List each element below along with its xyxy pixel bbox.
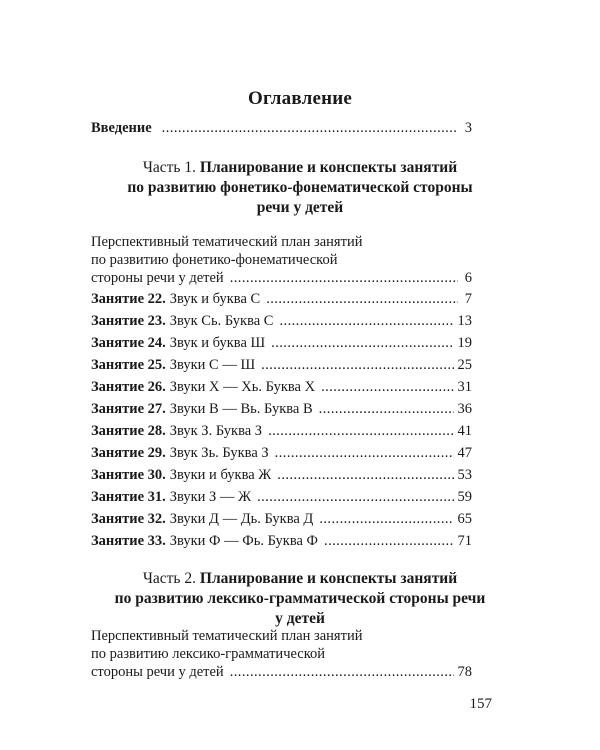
toc-entry-lesson[interactable] — [91, 400, 472, 418]
lesson-label: Занятие 33. — [91, 533, 166, 549]
toc-entry-intro[interactable] — [91, 119, 472, 137]
part-label: Часть 1. — [142, 159, 197, 176]
part1-heading — [100, 158, 500, 218]
leader-dots — [268, 422, 453, 440]
part-heading-line: у детей — [275, 610, 325, 627]
entry-page: 3 — [464, 120, 472, 136]
entry-text-line: стороны речи у детей — [91, 664, 224, 680]
entry-page: 65 — [457, 511, 472, 527]
part2-heading — [100, 569, 500, 629]
leader-dots — [324, 532, 453, 550]
toc-entry-part1-plan[interactable] — [91, 233, 472, 269]
lesson-label: Занятие 29. — [91, 445, 166, 461]
lesson-title: Звуки Ф — Фь. Буква Ф — [169, 533, 319, 549]
entry-page: 71 — [457, 533, 472, 549]
page-title: Оглавление — [247, 88, 353, 109]
lesson-label: Занятие 30. — [91, 467, 166, 483]
lesson-label: Занятие 26. — [91, 379, 166, 395]
entry-page: 78 — [457, 664, 472, 680]
leader-dots — [319, 510, 453, 528]
toc-entry-lesson[interactable] — [91, 290, 472, 308]
part-heading-line: по развитию фонетико-фонематической стороны — [127, 179, 473, 196]
lesson-title: Звук Сь. Буква С — [169, 313, 274, 329]
lesson-title: Звуки Х — Хь. Буква Х — [169, 379, 316, 395]
lesson-title: Звук и буква Ш — [169, 335, 266, 351]
entry-text-line: по развитию фонетико-фонематической — [91, 252, 338, 268]
entry-text-line: по развитию лексико-грамматической — [91, 646, 326, 662]
entry-page: 36 — [457, 401, 472, 417]
toc-entry-lesson[interactable] — [91, 466, 472, 484]
entry-text-line: Перспективный тематический план занятий — [91, 234, 363, 250]
entry-page: 53 — [457, 467, 472, 483]
part-heading-line: Планирование и конспекты занятий — [199, 570, 458, 587]
leader-dots — [266, 290, 458, 308]
leader-dots — [230, 269, 458, 287]
toc-entry-lesson[interactable] — [91, 488, 472, 506]
toc-entry-lesson[interactable] — [91, 356, 472, 374]
entry-page: 59 — [457, 489, 472, 505]
lesson-title: Звуки З — Ж — [169, 489, 252, 505]
part-heading-line: Планирование и конспекты занятий — [199, 159, 458, 176]
lesson-label: Занятие 31. — [91, 489, 166, 505]
entry-label: Введение — [91, 120, 152, 136]
leader-dots — [257, 488, 453, 506]
entry-page: 6 — [464, 270, 472, 286]
toc-entry-lesson[interactable] — [91, 532, 472, 550]
leader-dots — [271, 334, 453, 352]
part-heading-line: по развитию лексико-грамматической стороны речи — [114, 590, 486, 607]
toc-entry-lesson[interactable] — [91, 312, 472, 330]
entry-page: 7 — [464, 291, 472, 307]
leader-dots — [162, 119, 458, 137]
leader-dots — [261, 356, 453, 374]
lesson-title: Звук и буква С — [169, 291, 261, 307]
toc-entry-lesson[interactable] — [91, 444, 472, 462]
entry-page: 31 — [457, 379, 472, 395]
entry-text-line: стороны речи у детей — [91, 270, 224, 286]
lesson-title: Звуки Д — Дь. Буква Д — [169, 511, 314, 527]
leader-dots — [230, 663, 454, 681]
lesson-title: Звуки и буква Ж — [169, 467, 272, 483]
lesson-label: Занятие 23. — [91, 313, 166, 329]
toc-entry-lesson[interactable] — [91, 422, 472, 440]
part-label: Часть 2. — [142, 570, 197, 587]
lesson-title: Звук З. Буква З — [169, 423, 263, 439]
toc-entry-part1-plan-last[interactable] — [91, 269, 472, 287]
lesson-label: Занятие 28. — [91, 423, 166, 439]
entry-page: 13 — [457, 313, 472, 329]
toc-entry-lesson[interactable] — [91, 510, 472, 528]
toc-entry-lesson[interactable] — [91, 334, 472, 352]
toc-entry-part2-plan-last[interactable] — [91, 663, 472, 681]
lesson-label: Занятие 22. — [91, 291, 166, 307]
lesson-title: Звук Зь. Буква З — [169, 445, 269, 461]
leader-dots — [277, 466, 453, 484]
toc-entry-part2-plan[interactable] — [91, 627, 472, 663]
part-heading-line: речи у детей — [256, 199, 344, 216]
leader-dots — [321, 378, 453, 396]
page-number: 157 — [469, 696, 492, 712]
lesson-title: Звуки В — Вь. Буква В — [169, 401, 313, 417]
lesson-title: Звуки С — Ш — [169, 357, 256, 373]
entry-page: 41 — [457, 423, 472, 439]
entry-page: 25 — [457, 357, 472, 373]
leader-dots — [275, 444, 454, 462]
leader-dots — [319, 400, 454, 418]
entry-page: 47 — [457, 445, 472, 461]
leader-dots — [279, 312, 453, 330]
toc-entry-lesson[interactable] — [91, 378, 472, 396]
lesson-label: Занятие 27. — [91, 401, 166, 417]
lesson-label: Занятие 25. — [91, 357, 166, 373]
lesson-label: Занятие 24. — [91, 335, 166, 351]
entry-page: 19 — [457, 335, 472, 351]
entry-text-line: Перспективный тематический план занятий — [91, 628, 363, 644]
lesson-label: Занятие 32. — [91, 511, 166, 527]
